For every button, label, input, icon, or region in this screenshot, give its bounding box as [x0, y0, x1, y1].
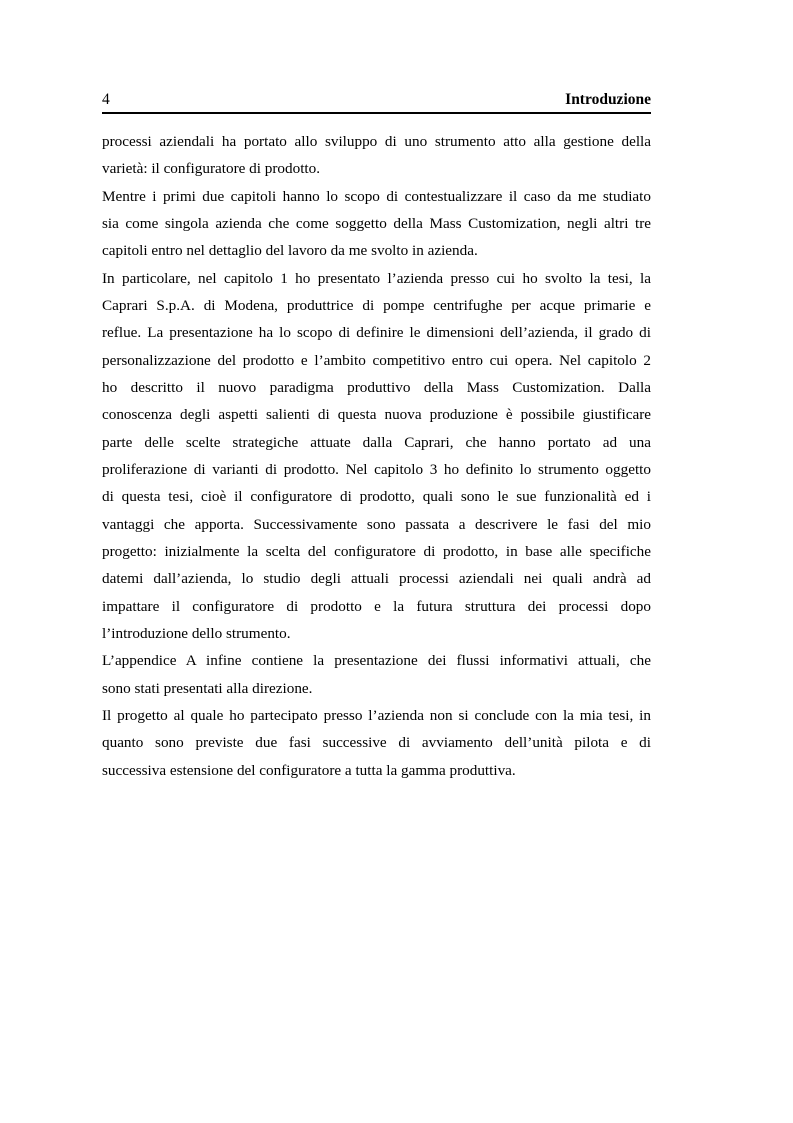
text-line: Caprari S.p.A. di Modena, produttrice di pompe centrifughe per acque primarie e: [102, 296, 651, 314]
paragraph-2: [102, 183, 651, 265]
text-line: di questa tesi, cioè il configuratore di prodotto, quali sono le sue funzionalità ed i: [102, 488, 651, 506]
paragraph-1: [102, 128, 651, 183]
text-line: varietà: il configuratore di prodotto.: [102, 160, 321, 178]
text-line: quanto sono previste due fasi successive di avviamento dell’unità pilota e di: [102, 734, 651, 752]
text-line: Il progetto al quale ho partecipato presso l’azienda non si conclude con la mia tesi, in: [102, 706, 651, 724]
text-line: L’appendice A infine contiene la presentazione dei flussi informativi attuali, che: [102, 652, 651, 670]
text-line: parte delle scelte strategiche attuate dalla Caprari, che hanno portato ad una: [102, 433, 651, 451]
text-line: sia come singola azienda che come soggetto della Mass Customization, negli altri tre: [102, 214, 651, 232]
text-line: progetto: inizialmente la scelta del configuratore di prodotto, in base alle specifiche: [102, 542, 651, 560]
text-line: capitoli entro nel dettaglio del lavoro da me svolto in azienda.: [102, 242, 478, 260]
text-line: impattare il configuratore di prodotto e la futura struttura dei processi dopo: [102, 597, 651, 615]
text-line: ho descritto il nuovo paradigma produttivo della Mass Customization. Dalla: [102, 378, 651, 396]
paragraph-5: [102, 702, 651, 784]
page-header: [102, 90, 651, 114]
text-line: conoscenza degli aspetti salienti di questa nuova produzione è possibile giustificare: [102, 406, 651, 424]
chapter-title: Introduzione: [565, 91, 651, 108]
text-line: In particolare, nel capitolo 1 ho presentato l’azienda presso cui ho svolto la tesi, la: [102, 269, 651, 287]
text-line: datemi dall’azienda, lo studio degli attuali processi aziendali nei quali andrà ad: [102, 570, 651, 588]
text-line: successiva estensione del configuratore a tutta la gamma produttiva.: [102, 761, 516, 779]
paragraph-4: [102, 647, 651, 702]
text-line: proliferazione di varianti di prodotto. Nel capitolo 3 ho definito lo strumento oggetto: [102, 460, 651, 478]
page-number: 4: [102, 91, 110, 108]
text-line: l’introduzione dello strumento.: [102, 624, 291, 642]
text-line: processi aziendali ha portato allo sviluppo di uno strumento atto alla gestione della: [102, 133, 651, 150]
paragraph-3: [102, 265, 651, 648]
text-line: personalizzazione del prodotto e l’ambito competitivo entro cui opera. Nel capitolo 2: [102, 351, 651, 369]
text-line: sono stati presentati alla direzione.: [102, 679, 313, 697]
text-line: vantaggi che apporta. Successivamente sono passata a descrivere le fasi del mio: [102, 515, 651, 533]
text-line: reflue. La presentazione ha lo scopo di definire le dimensioni dell’azienda, il grado di: [102, 324, 651, 342]
text-line: Mentre i primi due capitoli hanno lo scopo di contestualizzare il caso da me studiato: [102, 187, 651, 205]
body-text: [102, 128, 651, 784]
